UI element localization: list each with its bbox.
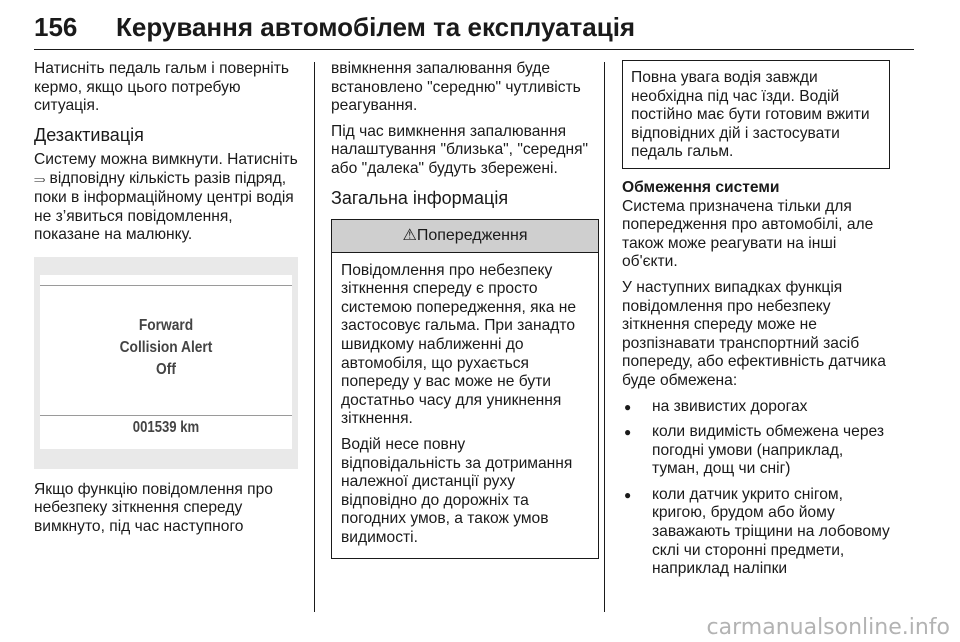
page-title: Керування автомобілем та експлуатація bbox=[116, 12, 636, 42]
warning-triangle-icon: ⚠ bbox=[402, 226, 417, 244]
display-message bbox=[58, 315, 275, 381]
warning-box bbox=[331, 219, 599, 560]
display-line: Forward bbox=[138, 316, 194, 334]
list-item: ● коли видимість обмежена через погодні умови (наприклад, туман, дощ чи сніг) bbox=[622, 423, 890, 479]
attention-note-box: Повна увага водія завжди необхідна під час їзди. Водій постійно має бути готовим вжити відповідних дій і застосувати педаль гальм. bbox=[622, 60, 890, 169]
warning-paragraph: Водій несе повну відповідальність за дотримання належної дистанції руху відповідно до дорожніх та погодних умов, а також умов видимості. bbox=[341, 435, 573, 546]
section-heading-limits: Обмеження системи bbox=[622, 178, 780, 196]
display-panel bbox=[40, 275, 292, 449]
warning-header bbox=[332, 220, 598, 253]
limitations-list bbox=[622, 398, 890, 579]
paragraph: Якщо функцію повідомлення про небезпеку зіткнення спереду вимкнуто, під час наступного bbox=[34, 480, 273, 535]
column-2 bbox=[331, 60, 599, 559]
column-divider-1 bbox=[314, 62, 315, 612]
paragraph-deactivation bbox=[34, 151, 302, 245]
paragraph: ввімкнення запалювання буде встановлено "середню" чутливість реагування. bbox=[331, 60, 581, 115]
paragraph: Під час вимкнення запалювання налаштування "близька", "середня" або "далека" будуть збережені. bbox=[331, 122, 589, 177]
paragraph: У наступних випадках функція повідомлення про небезпеку зіткнення спереду може не розпізнавати транспортний засіб попереду, або ефективність датчика буде обмежена: bbox=[622, 278, 886, 389]
column-3 bbox=[622, 60, 890, 586]
list-item: ● на звивистих дорогах bbox=[622, 398, 890, 417]
paragraph: Натисніть педаль гальм і поверніть кермо, якщо цього потребую ситуація. bbox=[34, 60, 290, 115]
header-rule bbox=[34, 49, 914, 50]
warning-paragraph: Повідомлення про небезпеку зіткнення спереду є просто системою попередження, яка не застосовує гальма. При занадто швидкому наближенні до автомобіля, що рухається попереду у вас може не бути достатньо часу для уникнення зіткнення. bbox=[341, 261, 577, 428]
watermark: carmanualsonline.info bbox=[706, 615, 950, 640]
warning-title: Попередження bbox=[416, 226, 528, 244]
display-line: Collision Alert bbox=[119, 338, 213, 356]
display-line: Off bbox=[156, 360, 176, 378]
list-item: ● коли датчик укрито снігом, кригою, брудом або йому заважають тріщини на лобовому склі чи сторонні предмети, наприклад наліпки bbox=[622, 486, 890, 579]
paragraph: Система призначена тільки для попередження про автомобілі, але також може реагувати на інші об'єкти. bbox=[622, 197, 874, 271]
column-divider-2 bbox=[604, 62, 605, 612]
text: відповідну кількість разів підряд, поки в інформаційному центрі водія не з’явиться повідомлення, показане на малюнку. bbox=[34, 170, 294, 244]
warning-body bbox=[332, 253, 598, 559]
driver-info-display-illustration bbox=[34, 257, 298, 469]
odometer-readout: 001539 km bbox=[132, 418, 200, 436]
divider bbox=[40, 415, 292, 416]
section-heading-deactivation: Дезактивація bbox=[34, 124, 144, 145]
text: Систему можна вимкнути. Натисніть bbox=[34, 150, 298, 168]
distance-setting-icon: ⥰ bbox=[34, 170, 46, 187]
page-header bbox=[34, 10, 914, 50]
column-1 bbox=[34, 60, 302, 544]
page-number: 156 bbox=[34, 12, 78, 42]
section-heading-general: Загальна інформація bbox=[331, 187, 509, 208]
divider bbox=[40, 285, 292, 286]
